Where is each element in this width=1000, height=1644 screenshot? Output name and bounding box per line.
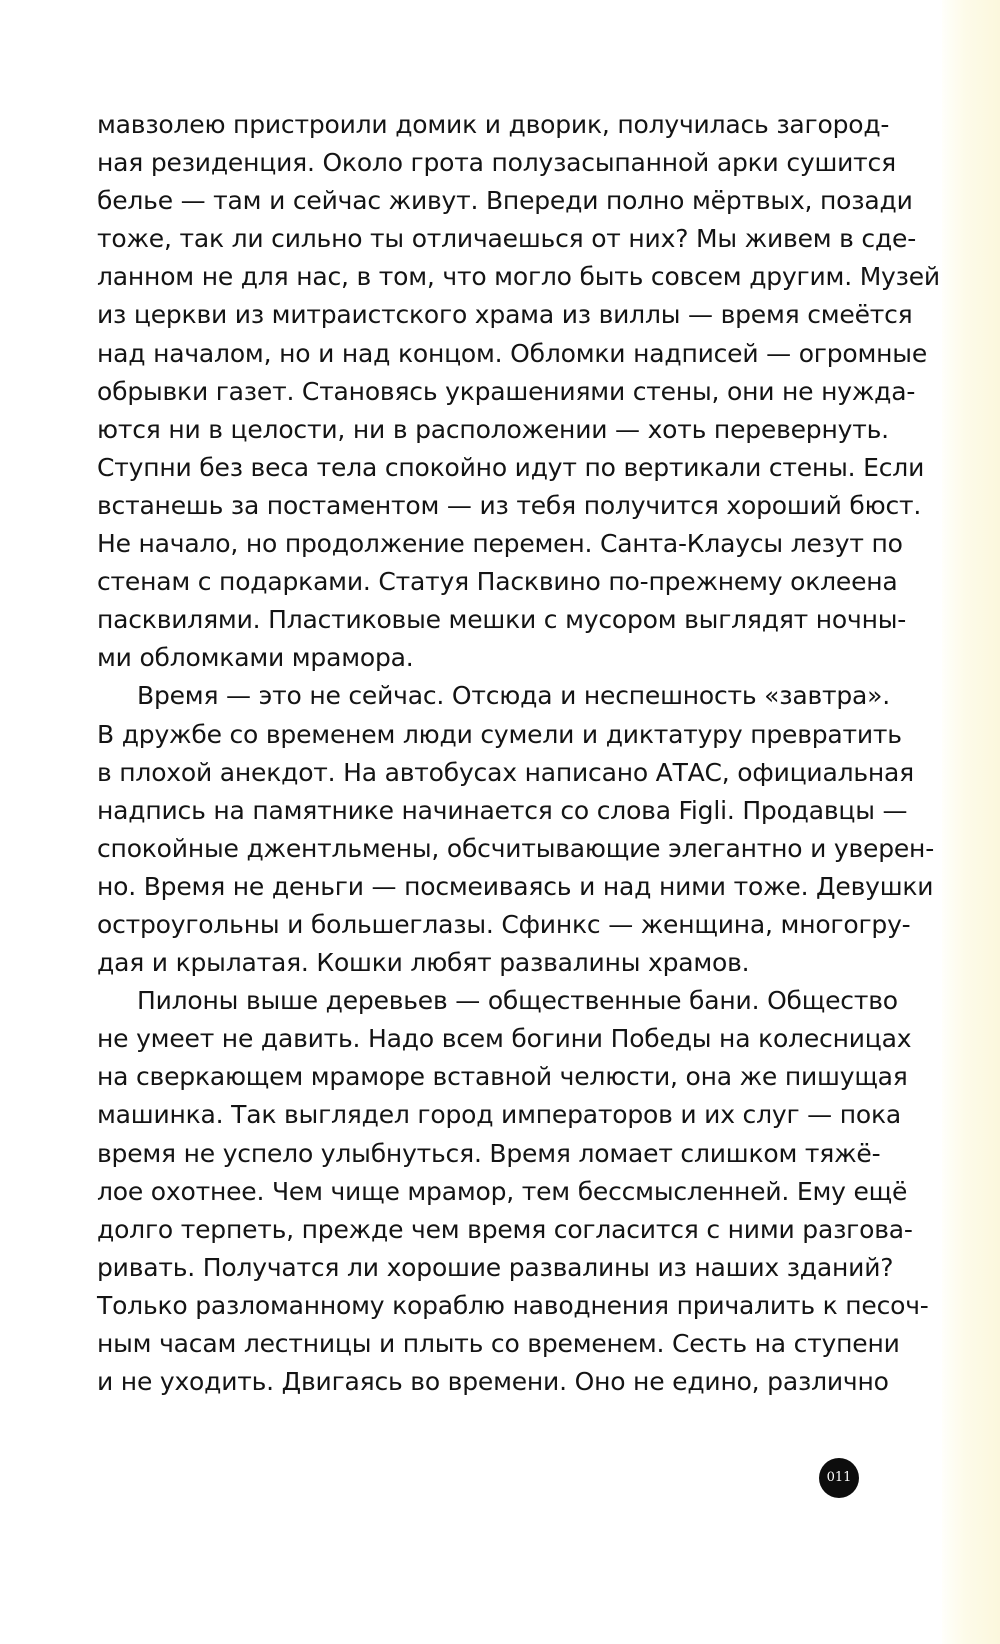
text-line: пасквилями. Пластиковые мешки с мусором выглядят ночны- — [97, 605, 907, 635]
page-edge-shadow — [942, 0, 1000, 1644]
text-line: ланном не для нас, в том, что могло быть совсем другим. Музей — [97, 262, 940, 292]
text-line: мавзолею пристроили домик и дворик, получилась загород- — [97, 110, 890, 139]
text-line: ная резиденция. Около грота полузасыпанной арки сушится — [97, 148, 896, 178]
text-line: Не начало, но продолжение перемен. Санта-Клаусы лезут по — [97, 529, 903, 559]
body-text — [97, 106, 940, 1401]
paragraph — [97, 982, 929, 1401]
text-line: время не успело улыбнуться. Время ломает слишком тяжё- — [97, 1138, 881, 1168]
text-line: дая и крылатая. Кошки любят развалины храмов. — [97, 948, 750, 978]
text-line: не умеет не давить. Надо всем богини Победы на колесницах — [97, 1024, 912, 1054]
text-line: над началом, но и над концом. Обломки надписей — огромные — [97, 338, 928, 368]
text-line: обрывки газет. Становясь украшениями стены, они не нужда- — [97, 376, 916, 406]
text-line: машинка. Так выглядел город императоров и их слуг — пока — [97, 1100, 901, 1130]
text-line: Ступни без веса тела спокойно идут по вертикали стены. Если — [97, 452, 925, 482]
text-line: тоже, так ли сильно ты отличаешься от них? Мы живем в сде- — [97, 224, 917, 254]
text-line: и не уходить. Двигаясь во времени. Оно не едино, различно — [97, 1367, 889, 1397]
text-line: стенам с подарками. Статуя Пасквино по-прежнему оклеена — [97, 567, 898, 597]
paragraph — [97, 106, 940, 677]
text-line: Время — это не сейчас. Отсюда и неспешность «завтра». — [137, 681, 891, 711]
text-line: спокойные джентльмены, обсчитывающие элегантно и уверен- — [97, 833, 935, 863]
text-line: В дружбе со временем люди сумели и диктатуру превратить — [97, 719, 902, 749]
text-line: долго терпеть, прежде чем время согласится с ними разгова- — [97, 1214, 913, 1244]
text-line: белье — там и сейчас живут. Впереди полно мёртвых, позади — [97, 186, 913, 216]
text-line: ным часам лестницы и плыть со временем. Сесть на ступени — [97, 1329, 900, 1358]
text-line: на сверкающем мраморе вставной челюсти, она же пишущая — [97, 1062, 908, 1092]
text-line: остроугольны и большеглазы. Сфинкс — женщина, многогру- — [97, 909, 911, 939]
text-line: лое охотнее. Чем чище мрамор, тем бессмысленней. Ему ещё — [97, 1176, 908, 1206]
text-line: из церкви из митраистского храма из виллы — время смеётся — [97, 300, 913, 330]
paragraph — [97, 677, 935, 982]
text-line: Только разломанному кораблю наводнения причалить к песоч- — [97, 1290, 929, 1320]
text-line: в плохой анекдот. На автобусах написано АТАС, официальная — [97, 757, 915, 787]
text-line: встанешь за постаментом — из тебя получится хороший бюст. — [97, 490, 922, 520]
text-line: Пилоны выше деревьев — общественные бани. Общество — [137, 986, 898, 1016]
text-line: ми обломками мрамора. — [97, 643, 414, 673]
text-line: ются ни в целости, ни в расположении — хоть перевернуть. — [97, 414, 889, 444]
page-number-badge: 011 — [819, 1458, 859, 1498]
text-line: надпись на памятнике начинается со слова Figli. Продавцы — — [97, 795, 908, 825]
text-line: ривать. Получатся ли хорошие развалины из наших зданий? — [97, 1252, 894, 1282]
text-line: но. Время не деньги — посмеиваясь и над ними тоже. Девушки — [97, 871, 934, 901]
